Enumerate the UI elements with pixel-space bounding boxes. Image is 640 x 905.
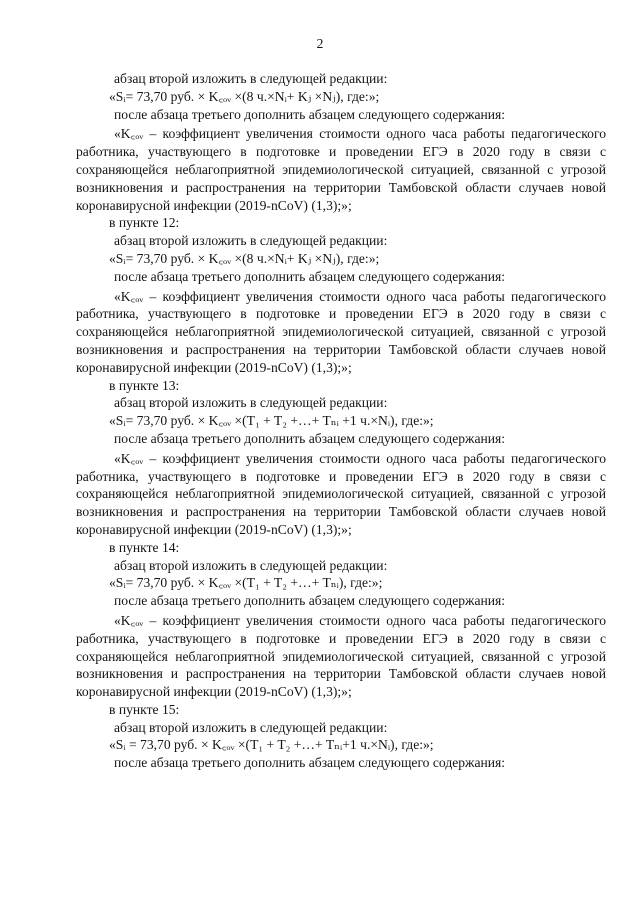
- formula-line: «Sᵢ = 73,70 руб. × K꜀ₒᵥ ×(T₁ + T₂ +…+ Tₙᵢ+1 ч.×Nᵢ), где:»;: [109, 737, 434, 753]
- document-body: [76, 70, 606, 772]
- instruction-line: после абзаца третьего дополнить абзацем следующего содержания:: [114, 430, 506, 446]
- definition-paragraph: «K꜀ₒᵥ – коэффициент увеличения стоимости одного часа работы педагогического работника, участвующего в подготовке и проведении ЕГЭ в 2020 году в связи с сохраняющейся неблагоприятной эпидемиологической ситуацией, связанной с угрозой возникновения и распространения на территории Тамбовской области случаев новой коронавирусной инфекции (2019-nCoV) (1,3);»;: [76, 288, 606, 375]
- definition-paragraph: «K꜀ₒᵥ – коэффициент увеличения стоимости одного часа работы педагогического работника, участвующего в подготовке и проведении ЕГЭ в 2020 году в связи с сохраняющейся неблагоприятной эпидемиологической ситуацией, связанной с угрозой возникновения и распространения на территории Тамбовской области случаев новой коронавирусной инфекции (2019-nCoV) (1,3);»;: [76, 126, 606, 213]
- formula-line: «Sᵢ= 73,70 руб. × K꜀ₒᵥ ×(8 ч.×Nᵢ+ Kⱼ ×Nⱼ), где:»;: [109, 88, 380, 104]
- section-heading: в пункте 14:: [109, 539, 180, 555]
- section-heading: в пункте 15:: [109, 701, 180, 717]
- section-heading: в пункте 13:: [109, 377, 180, 393]
- definition-paragraph: «K꜀ₒᵥ – коэффициент увеличения стоимости одного часа работы педагогического работника, участвующего в подготовке и проведении ЕГЭ в 2020 году в связи с сохраняющейся неблагоприятной эпидемиологической ситуацией, связанной с угрозой возникновения и распространения на территории Тамбовской области случаев новой коронавирусной инфекции (2019-nCoV) (1,3);»;: [76, 612, 606, 700]
- instruction-line: абзац второй изложить в следующей редакции:: [114, 233, 388, 249]
- formula-line: «Sᵢ= 73,70 руб. × K꜀ₒᵥ ×(T₁ + T₂ +…+ Tₙᵢ), где:»;: [109, 575, 383, 591]
- page-number: 2: [316, 36, 324, 51]
- section-heading: в пункте 12:: [109, 215, 180, 231]
- instruction-line: абзац второй изложить в следующей редакции:: [114, 719, 388, 735]
- instruction-line: после абзаца третьего дополнить абзацем следующего содержания:: [114, 755, 506, 771]
- instruction-line: абзац второй изложить в следующей редакции:: [114, 557, 388, 573]
- formula-line: «Sᵢ= 73,70 руб. × K꜀ₒᵥ ×(8 ч.×Nᵢ+ Kⱼ ×Nⱼ), где:»;: [109, 250, 380, 266]
- instruction-line: после абзаца третьего дополнить абзацем следующего содержания:: [114, 268, 506, 284]
- formula-line: «Sᵢ= 73,70 руб. × K꜀ₒᵥ ×(T₁ + T₂ +…+ Tₙᵢ +1 ч.×Nᵢ), где:»;: [109, 413, 434, 429]
- instruction-line: после абзаца третьего дополнить абзацем следующего содержания:: [114, 593, 506, 609]
- instruction-line: абзац второй изложить в следующей редакции:: [114, 395, 388, 411]
- definition-paragraph: «K꜀ₒᵥ – коэффициент увеличения стоимости одного часа работы педагогического работника, участвующего в подготовке и проведении ЕГЭ в 2020 году в связи с сохраняющейся неблагоприятной эпидемиологической ситуацией, связанной с угрозой возникновения и распространения на территории Тамбовской области случаев новой коронавирусной инфекции (2019-nCoV) (1,3);»;: [76, 450, 606, 537]
- instruction-line: абзац второй изложить в следующей редакции:: [114, 71, 388, 86]
- instruction-line: после абзаца третьего дополнить абзацем следующего содержания:: [114, 106, 506, 122]
